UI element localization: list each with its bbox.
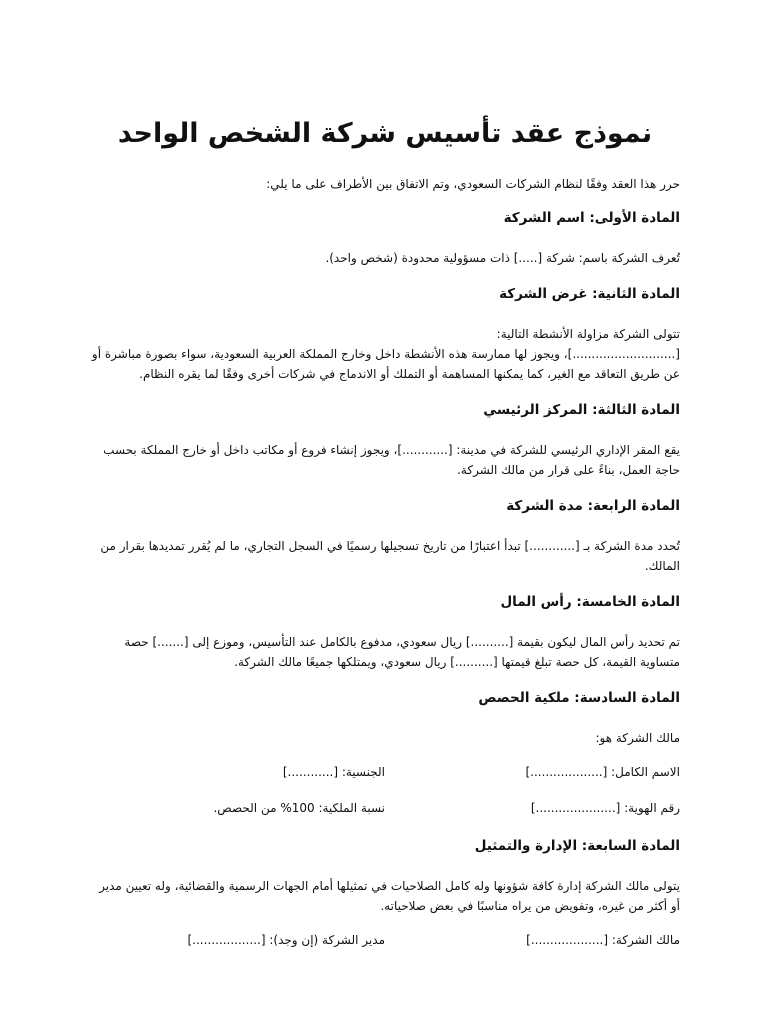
article-text: [...........................]، ويجوز لها ممارسة هذه الأنشطة داخل وخارج المملكة العربية السعودية، سواء بصورة مباشرة أو عن طريق التعاقد مع الغير، كما يمكنها المساهمة أو التملك أو الاندماج في شركات أخرى وفقًا لما يقره النظام.: [91, 347, 680, 381]
article-heading: المادة الثانية: غرض الشركة: [499, 286, 680, 302]
article-2: [90, 282, 680, 384]
owner-fields-row: [90, 762, 680, 782]
article-heading: المادة الأولى: اسم الشركة: [503, 210, 680, 226]
article-heading: المادة السادسة: ملكية الحصص: [478, 690, 680, 706]
article-6: [90, 686, 680, 818]
article-heading: المادة الثالثة: المركز الرئيسي: [483, 402, 680, 418]
article-text: تُعرف الشركة باسم: شركة [.....] ذات مسؤولية محدودة (شخص واحد).: [325, 251, 680, 265]
article-text: يتولى مالك الشركة إدارة كافة شؤونها وله كامل الصلاحيات في تمثيلها أمام الجهات الرسمية والقضائية، وله تعيين مدير أو أكثر من غيره، وتفويض من يراه مناسبًا في بعض صلاحياته.: [99, 879, 680, 913]
article-5: [90, 590, 680, 672]
article-text: مالك الشركة هو:: [595, 731, 680, 745]
article-text: تُحدد مدة الشركة بـ [............] تبدأ اعتبارًا من تاريخ تسجيلها رسميًا في السجل التجاري، ما لم يُقرر تمديدها بقرار من المالك.: [100, 539, 680, 573]
article-3: [90, 398, 680, 480]
article-text: تم تحديد رأس المال ليكون بقيمة [..........] ريال سعودي، مدفوع بالكامل عند التأسيس، وموزع إلى [.......] حصة متساوية القيمة، كل حصة تبلغ قيمتها [..........] ريال سعودي، ويمتلكها جميعًا مالك الشركة.: [124, 635, 680, 669]
article-4: [90, 494, 680, 576]
signature-fields-row: [90, 930, 680, 950]
owner-signature-field: مالك الشركة: [...................]: [526, 933, 680, 947]
article-heading: المادة الرابعة: مدة الشركة: [506, 498, 680, 514]
article-7: [90, 834, 680, 950]
article-heading: المادة الخامسة: رأس المال: [500, 594, 680, 610]
owner-nationality-field: الجنسية: [............]: [282, 765, 385, 779]
article-heading: المادة السابعة: الإدارة والتمثيل: [474, 838, 680, 854]
manager-field: مدير الشركة (إن وجد): [..................]: [187, 933, 385, 947]
owner-id-field: رقم الهوية: [.....................]: [530, 801, 680, 815]
document-title: نموذج عقد تأسيس شركة الشخص الواحد: [117, 118, 653, 149]
owner-fields-row: [90, 798, 680, 818]
intro-paragraph: حرر هذا العقد وفقًا لنظام الشركات السعودي، وتم الاتفاق بين الأطراف على ما يلي:: [266, 177, 680, 191]
article-text: يقع المقر الإداري الرئيسي للشركة في مدينة: [............]، ويجوز إنشاء فروع أو مكاتب داخل أو خارج المملكة بحسب حاجة العمل، بناءً على قرار من مالك الشركة.: [103, 443, 680, 477]
article-text: تتولى الشركة مزاولة الأنشطة التالية:: [496, 327, 680, 341]
article-1: [90, 206, 680, 268]
ownership-share-field: نسبة الملكية: 100% من الحصص.: [213, 801, 385, 815]
owner-name-field: الاسم الكامل: [...................]: [525, 765, 680, 779]
